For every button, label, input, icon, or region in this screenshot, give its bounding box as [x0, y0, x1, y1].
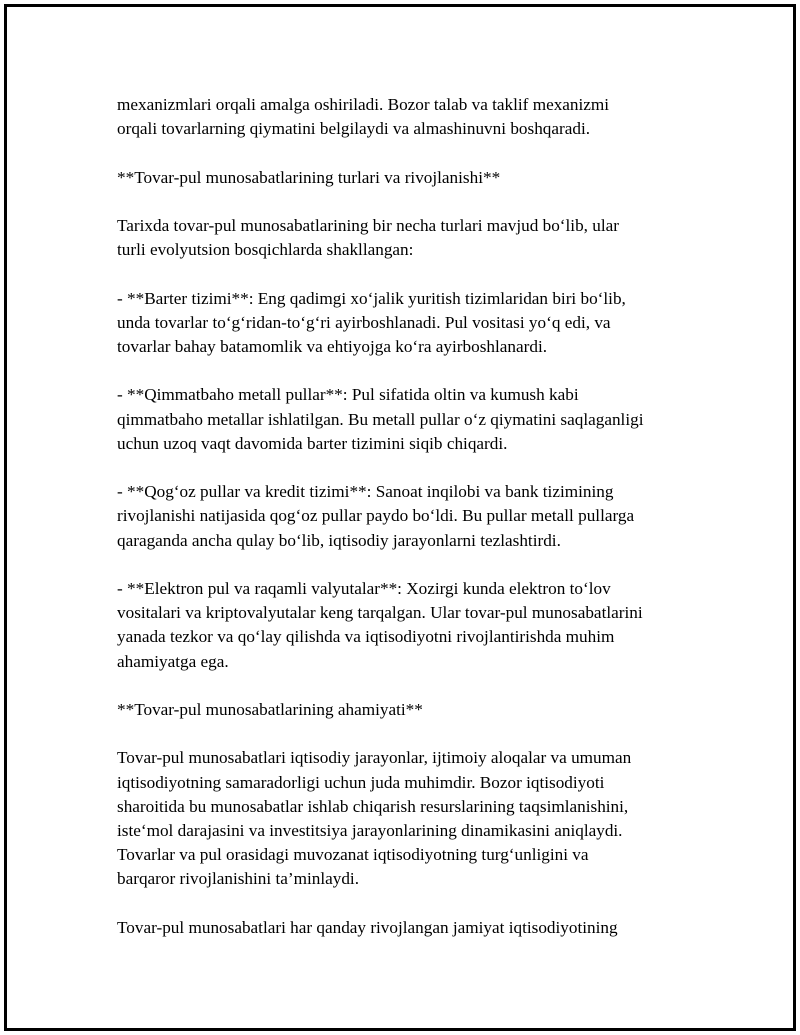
- paragraph-history-intro: Tarixda tovar-pul munosabatlarining bir necha turlari mavjud bo‘lib, ular turli evolyutsion bosqichlarda shakllangan:: [117, 215, 619, 260]
- paragraph-importance: Tovar-pul munosabatlari iqtisodiy jarayonlar, ijtimoiy aloqalar va umuman iqtisodiyotning samaradorligi uchun juda muhimdir. Bozor iqtisodiyoti sharoitida bu munosabatlar ishlab chiqarish resurslarining taqsimlanishini, iste‘mol darajasini va investitsiya jarayonlarining dinamikasini aniqlaydi. Tovarlar va pul orasidagi muvozanat iqtisodiyotning turg‘unligini va barqaror rivojlanishini ta’minlaydi.: [117, 748, 632, 889]
- list-item-barter-system: - **Barter tizimi**: Eng qadimgi xo‘jalik yuritish tizimlaridan biri bo‘lib, unda tovarlar to‘g‘ridan-to‘g‘ri ayirboshlanadi. Pul vositasi yo‘q edi, va tovarlar bahay batamomlik va ehtiyojga ko‘ra ayirboshlanardi.: [117, 288, 626, 356]
- list-item-electronic-money: - **Elektron pul va raqamli valyutalar**: Xozirgi kunda elektron to‘lov vositalari va kriptovalyutalar keng tarqalgan. Ular tovar-pul munosabatlarini yanada tezkor va qo‘lay qilishda va iqtisodiyotni rivojlantirishda muhim ahamiyatga ega.: [117, 578, 643, 671]
- heading-types-and-development: **Tovar-pul munosabatlarining turlari va rivojlanishi**: [117, 167, 501, 187]
- paragraph-market-mechanism: mexanizmlari orqali amalga oshiriladi. Bozor talab va taklif mexanizmi orqali tovarlarning qiymatini belgilaydi va almashinuvni boshqaradi.: [117, 95, 610, 139]
- paragraph-closing: Tovar-pul munosabatlari har qanday rivojlangan jamiyat iqtisodiyotining: [117, 917, 618, 937]
- heading-importance: **Tovar-pul munosabatlarining ahamiyati**: [117, 699, 423, 719]
- list-item-paper-money-credit: - **Qog‘oz pullar va kredit tizimi**: Sanoat inqilobi va bank tizimining rivojlanishi natijasida qog‘oz pullar paydo bo‘ldi. Bu pullar metall pullarga qaraganda ancha qulay bo‘lib, iqtisodiy jarayonlarni tezlashtirdi.: [117, 482, 635, 550]
- document-body: [117, 93, 697, 964]
- list-item-precious-metal-money: - **Qimmatbaho metall pullar**: Pul sifatida oltin va kumush kabi qimmatbaho metallar ishlatilgan. Bu metall pullar o‘z qiymatini saqlaganligi uchun uzoq vaqt davomida barter tizimini siqib chiqardi.: [117, 385, 644, 453]
